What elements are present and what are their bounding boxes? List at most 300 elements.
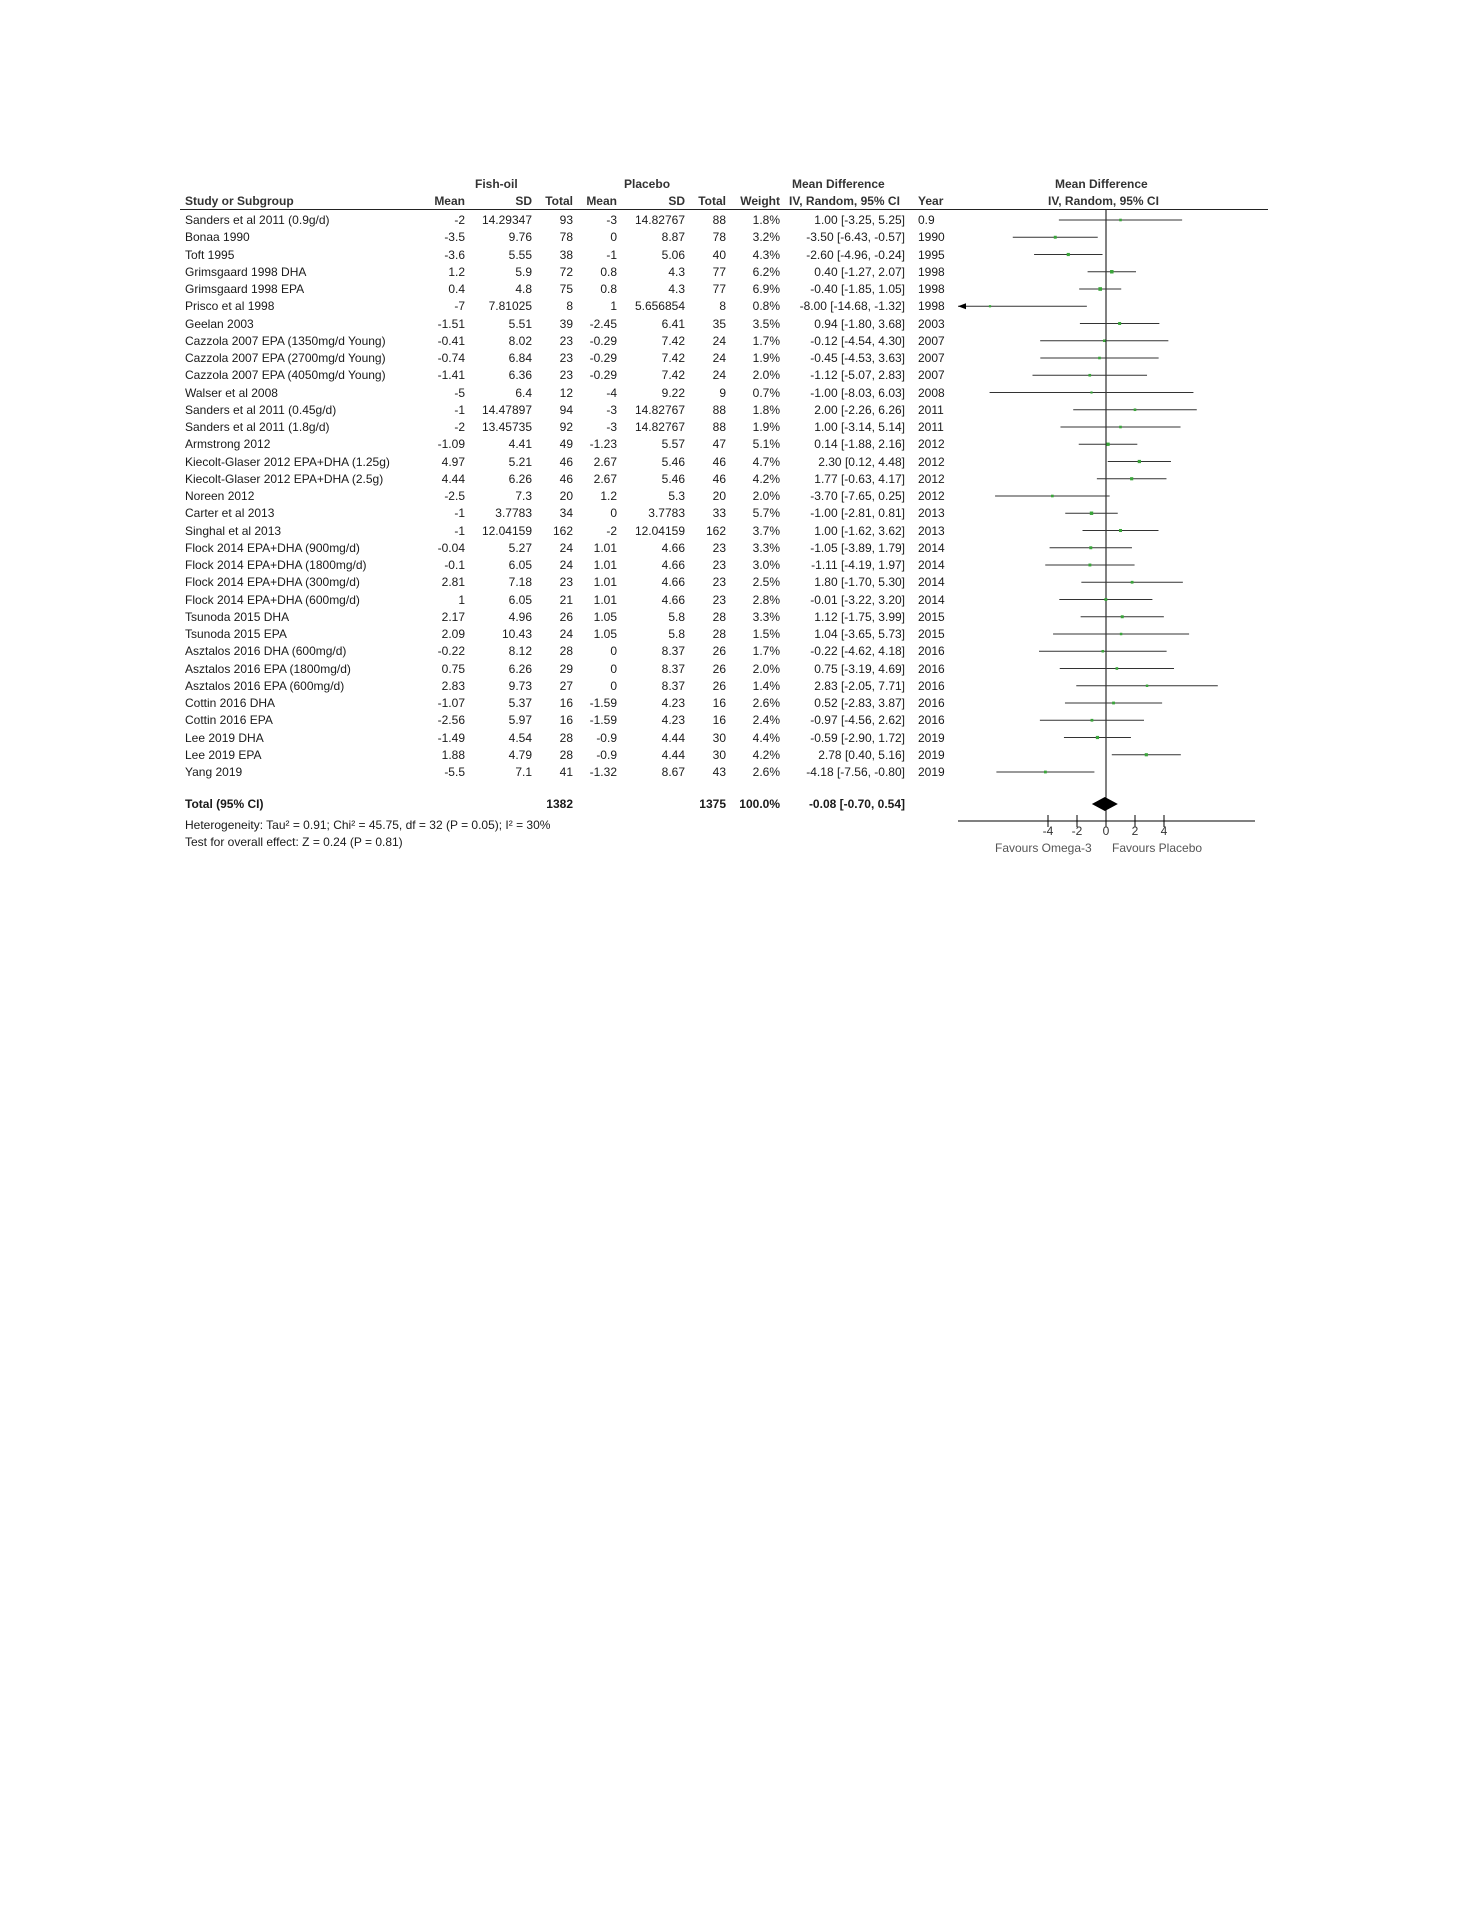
weight: 4.2% bbox=[752, 747, 780, 762]
study-name: Grimsgaard 1998 EPA bbox=[185, 282, 305, 296]
study-estimate-marker bbox=[1118, 322, 1121, 325]
sd-placebo: 5.06 bbox=[661, 247, 685, 262]
study-name: Asztalos 2016 DHA (600mg/d) bbox=[185, 644, 347, 659]
weight: 3.3% bbox=[752, 540, 780, 555]
weight: 1.7% bbox=[752, 644, 780, 659]
total-fish: 24 bbox=[559, 540, 573, 555]
weight: 6.2% bbox=[752, 264, 780, 279]
weight: 2.6% bbox=[752, 696, 780, 710]
total-fish: 78 bbox=[559, 230, 573, 245]
total-fish: 23 bbox=[559, 333, 573, 348]
mean-placebo: 0 bbox=[610, 230, 617, 245]
mean-fish: -5.5 bbox=[444, 765, 465, 779]
header-total-placebo: Total bbox=[698, 194, 726, 208]
mean-placebo: -0.29 bbox=[589, 351, 617, 365]
study-name: Asztalos 2016 EPA (600mg/d) bbox=[185, 678, 345, 693]
study-name: Carter et al 2013 bbox=[185, 506, 275, 521]
study-estimate-marker bbox=[1145, 753, 1148, 756]
sd-placebo: 8.37 bbox=[661, 678, 685, 693]
total-placebo: 88 bbox=[712, 420, 726, 434]
total-n-fish: 1382 bbox=[546, 797, 573, 811]
total-fish: 46 bbox=[559, 471, 573, 486]
year: 1998 bbox=[918, 282, 945, 296]
year: 1998 bbox=[918, 299, 945, 314]
study-estimate-marker bbox=[1054, 236, 1057, 239]
x-axis-tick-label: -2 bbox=[1071, 824, 1083, 838]
year: 2007 bbox=[918, 368, 945, 383]
total-placebo: 43 bbox=[712, 765, 726, 779]
mean-fish: -1.07 bbox=[437, 696, 465, 710]
sd-placebo: 4.3 bbox=[668, 282, 685, 296]
mean-fish: 2.83 bbox=[441, 678, 465, 693]
year: 2012 bbox=[918, 489, 945, 503]
mean-placebo: -3 bbox=[606, 420, 617, 434]
study-estimate-marker bbox=[1098, 357, 1101, 360]
study-estimate-marker bbox=[1119, 219, 1122, 222]
mean-difference-ci: -8.00 [-14.68, -1.32] bbox=[799, 299, 905, 314]
total-fish: 24 bbox=[559, 627, 573, 641]
mean-placebo: 0 bbox=[610, 506, 617, 521]
study-name: Walser et al 2008 bbox=[185, 385, 278, 400]
study-name: Lee 2019 DHA bbox=[185, 730, 264, 745]
mean-difference-ci: 2.83 [-2.05, 7.71] bbox=[814, 678, 905, 693]
mean-difference-ci: -2.60 [-4.96, -0.24] bbox=[806, 247, 905, 262]
study-estimate-marker bbox=[1090, 391, 1092, 393]
sd-fish: 9.73 bbox=[508, 678, 532, 693]
weight: 2.5% bbox=[752, 575, 780, 590]
sd-placebo: 3.7783 bbox=[648, 506, 685, 521]
sd-fish: 6.05 bbox=[508, 592, 532, 607]
header-sd-fish: SD bbox=[515, 194, 532, 208]
sd-placebo: 8.67 bbox=[661, 765, 685, 779]
sd-fish: 7.1 bbox=[515, 765, 532, 779]
year: 2008 bbox=[918, 385, 945, 400]
total-placebo: 23 bbox=[712, 540, 726, 555]
sd-fish: 5.21 bbox=[508, 454, 532, 469]
mean-difference-ci: 1.04 [-3.65, 5.73] bbox=[814, 627, 905, 641]
total-placebo: 46 bbox=[712, 471, 726, 486]
study-name: Sanders et al 2011 (1.8g/d) bbox=[185, 420, 330, 434]
total-fish: 26 bbox=[559, 609, 573, 624]
total-fish: 94 bbox=[559, 402, 573, 417]
year: 2012 bbox=[918, 454, 945, 469]
mean-difference-ci: 1.80 [-1.70, 5.30] bbox=[814, 575, 905, 590]
favours-placebo-label: Favours Placebo bbox=[1112, 841, 1203, 855]
weight: 6.9% bbox=[752, 282, 780, 296]
sd-fish: 14.29347 bbox=[481, 213, 532, 227]
mean-placebo: -1 bbox=[606, 247, 617, 262]
study-name: Toft 1995 bbox=[185, 247, 235, 262]
sd-fish: 10.43 bbox=[501, 627, 532, 641]
mean-fish: -3.6 bbox=[444, 247, 465, 262]
total-placebo: 23 bbox=[712, 575, 726, 590]
year: 2014 bbox=[918, 558, 945, 572]
sd-fish: 4.96 bbox=[508, 609, 532, 624]
mean-fish: 2.09 bbox=[441, 627, 465, 641]
sd-fish: 12.04159 bbox=[481, 523, 532, 538]
mean-placebo: -1.23 bbox=[589, 437, 617, 452]
sd-placebo: 5.57 bbox=[661, 437, 685, 452]
mean-placebo: -4 bbox=[606, 385, 617, 400]
sd-fish: 4.8 bbox=[515, 282, 532, 296]
header-plot-mean-difference: Mean Difference bbox=[1055, 177, 1148, 191]
year: 1995 bbox=[918, 247, 945, 262]
total-fish: 92 bbox=[559, 420, 573, 434]
study-estimate-marker bbox=[1106, 443, 1109, 446]
total-fish: 162 bbox=[552, 523, 573, 538]
mean-fish: -1.09 bbox=[437, 437, 465, 452]
sd-placebo: 4.44 bbox=[661, 747, 685, 762]
total-n-placebo: 1375 bbox=[699, 797, 726, 811]
mean-placebo: 1.01 bbox=[593, 575, 617, 590]
study-estimate-marker bbox=[1131, 581, 1134, 584]
mean-difference-ci: 0.52 [-2.83, 3.87] bbox=[814, 696, 905, 710]
year: 1990 bbox=[918, 230, 945, 245]
total-ci: -0.08 [-0.70, 0.54] bbox=[808, 797, 905, 811]
mean-placebo: 1.2 bbox=[600, 489, 617, 503]
header-sd-placebo: SD bbox=[668, 194, 685, 208]
mean-fish: 1 bbox=[458, 592, 465, 607]
total-fish: 41 bbox=[559, 765, 573, 779]
mean-placebo: 0.8 bbox=[600, 264, 617, 279]
x-axis-tick-label: 0 bbox=[1102, 824, 1110, 838]
total-fish: 21 bbox=[559, 592, 573, 607]
total-placebo: 16 bbox=[712, 696, 726, 710]
mean-fish: -1 bbox=[454, 402, 465, 417]
x-axis-tick-label: -4 bbox=[1042, 824, 1054, 838]
study-name: Cottin 2016 DHA bbox=[185, 696, 276, 710]
mean-fish: -0.74 bbox=[437, 351, 465, 365]
mean-fish: -2 bbox=[454, 420, 465, 434]
year: 2019 bbox=[918, 730, 945, 745]
sd-placebo: 5.46 bbox=[661, 454, 685, 469]
mean-difference-ci: 2.30 [0.12, 4.48] bbox=[818, 454, 905, 469]
total-placebo: 28 bbox=[712, 627, 726, 641]
study-name: Yang 2019 bbox=[185, 765, 243, 779]
mean-fish: -2 bbox=[454, 213, 465, 227]
sd-fish: 6.4 bbox=[515, 385, 532, 400]
study-estimate-marker bbox=[1110, 270, 1113, 273]
mean-difference-ci: -1.12 [-5.07, 2.83] bbox=[810, 368, 905, 383]
sd-placebo: 12.04159 bbox=[634, 523, 685, 538]
sd-fish: 6.36 bbox=[508, 368, 532, 383]
total-fish: 29 bbox=[559, 661, 573, 676]
study-name: Asztalos 2016 EPA (1800mg/d) bbox=[185, 661, 351, 676]
mean-fish: -1.51 bbox=[437, 316, 465, 331]
year: 2019 bbox=[918, 765, 945, 779]
year: 2016 bbox=[918, 696, 945, 710]
study-estimate-marker bbox=[1120, 633, 1122, 635]
sd-fish: 8.02 bbox=[508, 333, 532, 348]
mean-difference-ci: 2.00 [-2.26, 6.26] bbox=[814, 402, 905, 417]
study-name: Sanders et al 2011 (0.45g/d) bbox=[185, 402, 337, 417]
total-fish: 28 bbox=[559, 747, 573, 762]
mean-fish: 2.17 bbox=[441, 609, 465, 624]
mean-difference-ci: 1.00 [-1.62, 3.62] bbox=[814, 523, 905, 538]
sd-fish: 5.37 bbox=[508, 696, 532, 710]
sd-placebo: 8.37 bbox=[661, 661, 685, 676]
year: 2016 bbox=[918, 661, 945, 676]
total-placebo: 88 bbox=[712, 402, 726, 417]
weight: 2.0% bbox=[752, 489, 780, 503]
mean-placebo: 1 bbox=[610, 299, 617, 314]
mean-placebo: 2.67 bbox=[593, 471, 617, 486]
mean-placebo: 0 bbox=[610, 661, 617, 676]
year: 2007 bbox=[918, 351, 945, 365]
total-fish: 27 bbox=[559, 678, 573, 693]
study-name: Grimsgaard 1998 DHA bbox=[185, 264, 307, 279]
weight: 1.8% bbox=[752, 402, 780, 417]
study-estimate-marker bbox=[1119, 529, 1122, 532]
weight: 0.8% bbox=[752, 299, 780, 314]
total-fish: 24 bbox=[559, 558, 573, 572]
total-fish: 46 bbox=[559, 454, 573, 469]
sd-placebo: 8.37 bbox=[661, 644, 685, 659]
year: 2014 bbox=[918, 575, 945, 590]
mean-difference-ci: -0.22 [-4.62, 4.18] bbox=[810, 644, 905, 659]
sd-placebo: 5.3 bbox=[668, 489, 685, 503]
mean-fish: -0.22 bbox=[437, 644, 465, 659]
sd-fish: 5.51 bbox=[508, 316, 532, 331]
total-placebo: 23 bbox=[712, 558, 726, 572]
study-estimate-marker bbox=[1134, 408, 1137, 411]
mean-fish: 4.97 bbox=[441, 454, 465, 469]
total-fish: 16 bbox=[559, 713, 573, 728]
mean-fish: 0.4 bbox=[448, 282, 465, 296]
study-estimate-marker bbox=[1067, 253, 1070, 256]
sd-fish: 7.3 bbox=[515, 489, 532, 503]
sd-placebo: 4.3 bbox=[668, 264, 685, 279]
mean-placebo: -0.29 bbox=[589, 368, 617, 383]
year: 2016 bbox=[918, 678, 945, 693]
sd-fish: 7.81025 bbox=[488, 299, 532, 314]
mean-difference-ci: -1.11 [-4.19, 1.97] bbox=[811, 558, 905, 572]
mean-placebo: -1.59 bbox=[589, 696, 617, 710]
mean-fish: -0.41 bbox=[437, 333, 465, 348]
weight: 2.8% bbox=[752, 592, 780, 607]
weight: 2.0% bbox=[752, 368, 780, 383]
sd-placebo: 4.44 bbox=[661, 730, 685, 745]
mean-placebo: -3 bbox=[606, 402, 617, 417]
total-placebo: 23 bbox=[712, 592, 726, 607]
sd-placebo: 5.46 bbox=[661, 471, 685, 486]
header-group-mean-difference: Mean Difference bbox=[792, 177, 885, 191]
study-estimate-marker bbox=[1102, 650, 1105, 653]
study-name: Tsunoda 2015 EPA bbox=[185, 627, 287, 641]
mean-placebo: 0.8 bbox=[600, 282, 617, 296]
mean-difference-ci: 1.12 [-1.75, 3.99] bbox=[814, 609, 905, 624]
total-placebo: 20 bbox=[712, 489, 726, 503]
total-fish: 93 bbox=[559, 213, 573, 227]
mean-placebo: 1.01 bbox=[593, 558, 617, 572]
study-estimate-marker bbox=[1088, 564, 1091, 567]
header-year: Year bbox=[918, 194, 944, 208]
mean-difference-ci: -0.45 [-4.53, 3.63] bbox=[810, 351, 905, 365]
study-name: Flock 2014 EPA+DHA (300mg/d) bbox=[185, 575, 360, 590]
study-name: Noreen 2012 bbox=[185, 489, 255, 503]
sd-placebo: 14.82767 bbox=[634, 213, 685, 227]
mean-fish: -0.04 bbox=[437, 540, 465, 555]
sd-placebo: 4.23 bbox=[661, 696, 685, 710]
mean-difference-ci: 1.00 [-3.25, 5.25] bbox=[814, 213, 905, 227]
total-placebo: 40 bbox=[712, 247, 726, 262]
weight: 2.4% bbox=[752, 713, 780, 728]
year: 2011 bbox=[918, 420, 944, 434]
mean-difference-ci: 0.40 [-1.27, 2.07] bbox=[814, 264, 905, 279]
total-fish: 28 bbox=[559, 730, 573, 745]
sd-placebo: 4.66 bbox=[661, 592, 685, 607]
total-placebo: 77 bbox=[712, 264, 726, 279]
mean-difference-ci: -3.70 [-7.65, 0.25] bbox=[810, 489, 905, 503]
sd-fish: 4.79 bbox=[508, 747, 532, 762]
total-weight: 100.0% bbox=[739, 797, 780, 811]
total-placebo: 24 bbox=[712, 333, 726, 348]
total-fish: 28 bbox=[559, 644, 573, 659]
mean-difference-ci: -1.00 [-8.03, 6.03] bbox=[810, 385, 905, 400]
mean-difference-ci: -3.50 [-6.43, -0.57] bbox=[806, 230, 905, 245]
mean-placebo: 0 bbox=[610, 644, 617, 659]
study-name: Sanders et al 2011 (0.9g/d) bbox=[185, 213, 330, 227]
sd-placebo: 8.87 bbox=[661, 230, 685, 245]
study-estimate-marker bbox=[1098, 287, 1102, 291]
study-name: Armstrong 2012 bbox=[185, 437, 271, 452]
mean-difference-ci: -0.12 [-4.54, 4.30] bbox=[810, 333, 905, 348]
header-weight: Weight bbox=[740, 194, 780, 208]
study-name: Bonaa 1990 bbox=[185, 230, 250, 245]
sd-fish: 5.27 bbox=[508, 540, 532, 555]
study-name: Cazzola 2007 EPA (2700mg/d Young) bbox=[185, 351, 386, 365]
sd-fish: 14.47897 bbox=[481, 402, 532, 417]
year: 2011 bbox=[918, 402, 944, 417]
total-placebo: 33 bbox=[712, 506, 726, 521]
weight: 2.0% bbox=[752, 661, 780, 676]
mean-fish: -1.41 bbox=[437, 368, 465, 383]
study-estimate-marker bbox=[1091, 719, 1094, 722]
sd-fish: 4.54 bbox=[508, 730, 532, 745]
total-fish: 39 bbox=[559, 316, 573, 331]
sd-fish: 5.97 bbox=[508, 713, 532, 728]
sd-fish: 9.76 bbox=[508, 230, 532, 245]
study-estimate-marker bbox=[1096, 736, 1099, 739]
sd-fish: 6.26 bbox=[508, 471, 532, 486]
study-name: Cottin 2016 EPA bbox=[185, 713, 273, 728]
mean-difference-ci: -0.01 [-3.22, 3.20] bbox=[810, 592, 905, 607]
study-name: Geelan 2003 bbox=[185, 316, 254, 331]
sd-fish: 6.84 bbox=[508, 351, 532, 365]
header-ci: IV, Random, 95% CI bbox=[789, 194, 900, 208]
sd-placebo: 6.41 bbox=[661, 316, 685, 331]
mean-fish: -2.56 bbox=[437, 713, 465, 728]
study-estimate-marker bbox=[1090, 512, 1093, 515]
mean-difference-ci: 1.77 [-0.63, 4.17] bbox=[814, 471, 905, 486]
total-placebo: 28 bbox=[712, 609, 726, 624]
mean-placebo: -0.9 bbox=[596, 730, 617, 745]
sd-placebo: 7.42 bbox=[661, 351, 685, 365]
study-name: Kiecolt-Glaser 2012 EPA+DHA (1.25g) bbox=[185, 454, 390, 469]
sd-fish: 5.9 bbox=[515, 264, 532, 279]
weight: 3.0% bbox=[752, 558, 780, 572]
study-name: Lee 2019 EPA bbox=[185, 747, 262, 762]
mean-placebo: -2 bbox=[606, 523, 617, 538]
sd-placebo: 7.42 bbox=[661, 368, 685, 383]
header-group-placebo: Placebo bbox=[624, 177, 671, 191]
total-fish: 23 bbox=[559, 368, 573, 383]
total-fish: 8 bbox=[566, 299, 573, 314]
total-placebo: 46 bbox=[712, 454, 726, 469]
study-name: Cazzola 2007 EPA (4050mg/d Young) bbox=[185, 368, 386, 383]
year: 2007 bbox=[918, 333, 945, 348]
sd-placebo: 9.22 bbox=[661, 385, 685, 400]
study-estimate-marker bbox=[1138, 460, 1141, 463]
mean-placebo: 1.05 bbox=[593, 627, 617, 641]
sd-placebo: 5.656854 bbox=[634, 299, 685, 314]
header-group-fish-oil: Fish-oil bbox=[475, 177, 518, 191]
mean-placebo: 1.01 bbox=[593, 592, 617, 607]
study-estimate-marker bbox=[1146, 685, 1148, 687]
year: 2015 bbox=[918, 627, 945, 641]
total-placebo: 16 bbox=[712, 713, 726, 728]
mean-fish: -1.49 bbox=[437, 730, 465, 745]
year: 2014 bbox=[918, 540, 945, 555]
sd-placebo: 4.23 bbox=[661, 713, 685, 728]
year: 2016 bbox=[918, 644, 945, 659]
weight: 1.9% bbox=[752, 351, 780, 365]
mean-difference-ci: 2.78 [0.40, 5.16] bbox=[818, 747, 905, 762]
weight: 1.9% bbox=[752, 420, 780, 434]
year: 2013 bbox=[918, 523, 945, 538]
study-estimate-marker bbox=[1044, 771, 1047, 774]
header-total-fish: Total bbox=[545, 194, 573, 208]
mean-fish: -2.5 bbox=[444, 489, 465, 503]
ci-arrow bbox=[958, 303, 966, 309]
study-name: Tsunoda 2015 DHA bbox=[185, 609, 290, 624]
mean-placebo: -1.32 bbox=[589, 765, 617, 779]
weight: 3.2% bbox=[752, 230, 780, 245]
total-placebo: 8 bbox=[719, 299, 726, 314]
mean-placebo: -3 bbox=[606, 213, 617, 227]
sd-placebo: 14.82767 bbox=[634, 420, 685, 434]
total-placebo: 26 bbox=[712, 644, 726, 659]
total-placebo: 26 bbox=[712, 678, 726, 693]
total-fish: 20 bbox=[559, 489, 573, 503]
study-estimate-marker bbox=[1119, 426, 1122, 429]
header-study: Study or Subgroup bbox=[185, 194, 294, 208]
study-estimate-marker bbox=[1104, 598, 1107, 601]
mean-fish: -1 bbox=[454, 506, 465, 521]
mean-difference-ci: -0.40 [-1.85, 1.05] bbox=[810, 282, 905, 296]
header-mean-fish: Mean bbox=[434, 194, 465, 208]
sd-placebo: 4.66 bbox=[661, 540, 685, 555]
sd-fish: 13.45735 bbox=[481, 420, 532, 434]
mean-placebo: 1.05 bbox=[593, 609, 617, 624]
mean-placebo: -1.59 bbox=[589, 713, 617, 728]
mean-difference-ci: 0.94 [-1.80, 3.68] bbox=[814, 316, 905, 331]
mean-placebo: -2.45 bbox=[589, 316, 617, 331]
study-estimate-marker bbox=[1121, 615, 1124, 618]
year: 2014 bbox=[918, 592, 945, 607]
mean-fish: -5 bbox=[454, 385, 465, 400]
mean-fish: 4.44 bbox=[441, 471, 465, 486]
year: 2019 bbox=[918, 747, 945, 762]
total-placebo: 78 bbox=[712, 230, 726, 245]
total-placebo: 24 bbox=[712, 368, 726, 383]
total-placebo: 35 bbox=[712, 316, 726, 331]
mean-fish: -7 bbox=[454, 299, 465, 314]
total-fish: 49 bbox=[559, 437, 573, 452]
study-estimate-marker bbox=[1088, 374, 1091, 377]
total-placebo: 24 bbox=[712, 351, 726, 365]
weight: 1.5% bbox=[752, 627, 780, 641]
